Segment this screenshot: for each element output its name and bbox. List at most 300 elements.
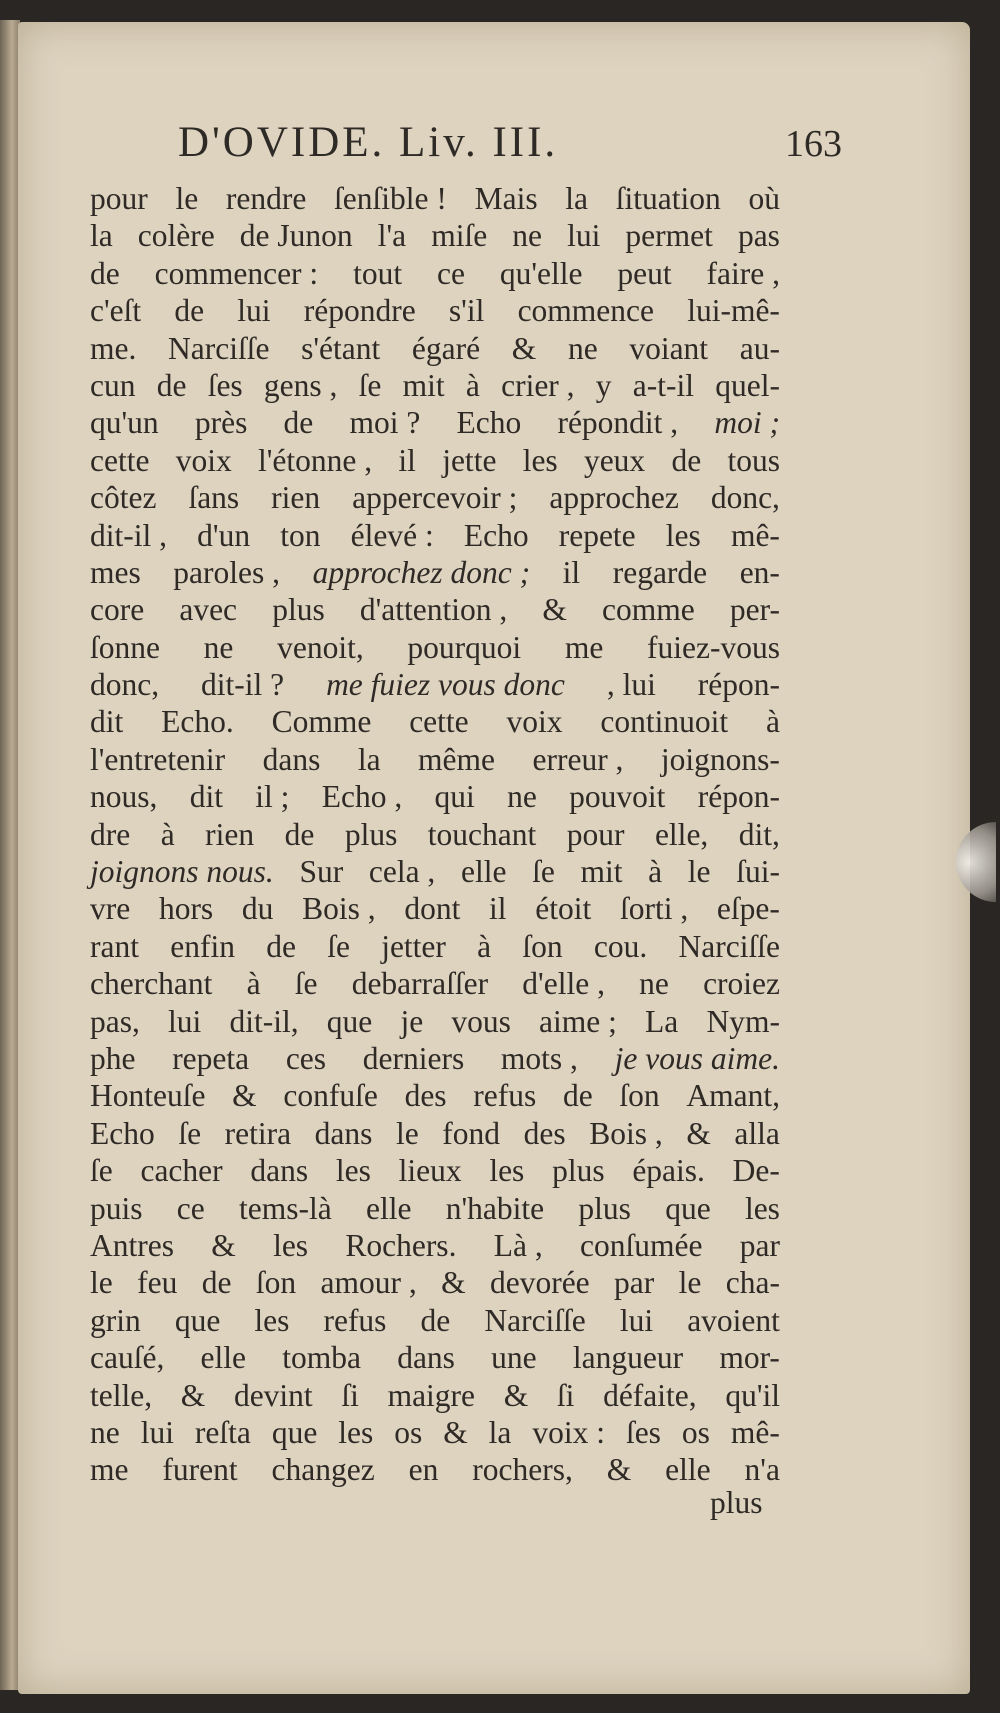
word: qu'il [725, 1377, 780, 1413]
word: De- [732, 1153, 780, 1189]
word: en- [739, 554, 780, 590]
word: élevé : [350, 517, 434, 553]
word: ſes [625, 1414, 661, 1450]
word: des [523, 1115, 566, 1151]
word: Narciſſe [678, 928, 780, 964]
word: Narciſſe [484, 1302, 586, 1338]
word: de [156, 367, 187, 403]
word: Echo. [161, 704, 234, 740]
word: regarde [612, 554, 708, 590]
word: cauſé, [90, 1340, 165, 1376]
word: Mais [474, 181, 538, 216]
word: dit [189, 779, 223, 815]
word: la [90, 218, 113, 254]
word: y [595, 367, 612, 403]
italic-word: joignons nous. [90, 854, 274, 890]
word: feu [137, 1265, 178, 1301]
word: répondit , [557, 405, 679, 441]
word: dans [397, 1340, 455, 1376]
text-line [90, 1040, 780, 1077]
word: donc, [90, 667, 160, 703]
word: donc, [710, 480, 780, 516]
word: où [748, 181, 780, 216]
word: La [645, 1003, 679, 1039]
word: les [522, 442, 558, 478]
text-line [90, 890, 780, 927]
word: rant [90, 928, 139, 964]
text-line [90, 1190, 780, 1227]
word: eſpe- [716, 891, 780, 927]
text-line [90, 180, 780, 217]
word: alla [734, 1115, 780, 1151]
word: lui [619, 1302, 654, 1338]
word: s'il [448, 293, 485, 329]
word: & [511, 330, 537, 366]
word: moi ? [349, 405, 421, 441]
word: reſta [194, 1414, 251, 1450]
word: mots , [500, 1040, 578, 1076]
word: d'un [197, 517, 251, 553]
word: dit-il, [229, 1003, 299, 1039]
word: Rochers. [345, 1227, 457, 1263]
word: Comme [271, 704, 372, 740]
word: & [503, 1377, 529, 1413]
word: que [665, 1190, 711, 1226]
word: côtez [90, 480, 157, 516]
word: de Junon [239, 218, 353, 254]
word: & [211, 1227, 236, 1263]
word: lui [567, 218, 601, 254]
word: le [687, 854, 711, 890]
word: ſe [327, 928, 350, 964]
word: de [284, 816, 315, 852]
text-line [90, 816, 780, 853]
word: tout [353, 255, 403, 291]
word: les [273, 1227, 309, 1263]
word: devint [233, 1377, 313, 1413]
word: mes [90, 554, 141, 590]
word: refus [323, 1302, 387, 1338]
word: ſans [188, 480, 240, 516]
text-line [90, 853, 780, 890]
word: cela , [368, 854, 436, 890]
word: mor- [719, 1340, 780, 1376]
word: l'étonne , [258, 442, 373, 478]
word: changez [271, 1452, 375, 1488]
word: par [614, 1265, 655, 1301]
word: fuiez-vous [647, 629, 780, 665]
word: nous, [90, 779, 158, 815]
word: ſe [90, 1153, 113, 1189]
text-line [90, 255, 780, 292]
word: vre [90, 891, 131, 927]
word: mit [402, 367, 445, 403]
text-line [90, 1377, 780, 1414]
word: plus [272, 592, 325, 628]
word: ne [567, 330, 598, 366]
word: pourquoi [407, 629, 522, 665]
word: n'a [744, 1452, 780, 1488]
word: touchant [427, 816, 537, 852]
word: il [489, 891, 507, 927]
word: me. [90, 330, 137, 366]
word: n'habite [445, 1190, 545, 1226]
word: qui [434, 779, 475, 815]
word: près [194, 405, 248, 441]
word: cha- [725, 1265, 780, 1301]
word: os [681, 1414, 710, 1450]
word: langueur [572, 1340, 684, 1376]
text-line [90, 928, 780, 965]
text-line [90, 1003, 780, 1040]
text-line [90, 554, 780, 591]
word: dans [314, 1115, 373, 1151]
word: yeux [583, 442, 646, 478]
word: appercevoir ; [352, 480, 518, 516]
word: cun [90, 367, 136, 403]
italic-word: je vous aime. [614, 1040, 780, 1076]
word: colère [137, 218, 215, 254]
word: épais. [632, 1153, 705, 1189]
word: elle [366, 1190, 412, 1226]
italic-word: me fuiez vous donc [326, 667, 565, 703]
word: le [678, 1265, 702, 1301]
word: mê- [730, 1414, 780, 1450]
word: ſes [207, 367, 243, 403]
word: de [283, 405, 314, 441]
text-line [90, 741, 780, 778]
word: Antres [90, 1227, 174, 1263]
word: plus [552, 1153, 605, 1189]
word: repeta [172, 1040, 250, 1076]
word: de [266, 928, 296, 964]
italic-word: approchez donc ; [312, 554, 531, 590]
word: commence [517, 293, 654, 329]
word: cherchant [90, 966, 213, 1002]
word: Narciſſe [168, 330, 270, 366]
word: ne [203, 629, 234, 665]
word: rendre [225, 181, 307, 216]
word: les [335, 1153, 371, 1189]
word: gens , [263, 367, 338, 403]
word: voix [175, 442, 232, 478]
word: ſon [522, 928, 563, 964]
word: je [400, 1003, 424, 1039]
word: ne [639, 966, 669, 1002]
text-line [90, 1077, 780, 1114]
text-line [90, 517, 780, 554]
word: tems-là [239, 1190, 332, 1226]
word: comme [602, 592, 695, 628]
word: la [357, 741, 381, 777]
word: lui [168, 1003, 202, 1039]
word: Echo [463, 517, 529, 553]
word: rien [271, 480, 321, 516]
page-number: 163 [785, 123, 842, 165]
text-line [90, 1115, 780, 1152]
word: pouvoit [569, 779, 666, 815]
word: ce [436, 255, 465, 291]
word: lui [140, 1414, 174, 1450]
word: à [648, 854, 663, 890]
word: commencer : [154, 255, 319, 291]
word: continuoit [600, 704, 729, 740]
facing-page-edge [0, 20, 20, 1690]
word: ne [507, 779, 537, 815]
text-line [90, 292, 780, 329]
word: fond [442, 1115, 501, 1151]
word: os [394, 1414, 423, 1450]
word: de [671, 442, 702, 478]
word: à [465, 367, 480, 403]
text-line [90, 217, 780, 254]
text-line [90, 479, 780, 516]
word: que [174, 1302, 221, 1338]
word: cacher [140, 1153, 223, 1189]
text-line [90, 367, 780, 404]
word: dit-il , [90, 517, 167, 553]
word: ne [90, 1414, 120, 1450]
word: la [488, 1414, 512, 1450]
word: répon- [697, 779, 780, 815]
word: les [338, 1414, 374, 1450]
word: la [565, 181, 589, 216]
word: dans [262, 741, 321, 777]
word: & [542, 592, 567, 628]
word: du [241, 891, 274, 927]
word: confuſe [283, 1078, 378, 1114]
word: dre [90, 816, 131, 852]
word: qu'un [90, 405, 159, 441]
word: même [418, 741, 496, 777]
word: joignons- [660, 741, 780, 777]
word: plus [344, 816, 398, 852]
word: d'attention , [359, 592, 508, 628]
word: cette [409, 704, 469, 740]
word: & [443, 1414, 468, 1450]
word: Amant, [686, 1078, 780, 1114]
word: à [160, 816, 175, 852]
word: de [562, 1078, 593, 1114]
word: ton [280, 517, 321, 553]
text-line [90, 1227, 780, 1264]
word: pour [90, 181, 148, 216]
word: par [739, 1227, 780, 1263]
word: ſonne [90, 629, 160, 665]
text-line [90, 591, 780, 628]
word: dans [250, 1153, 309, 1189]
word: lui-mê- [687, 293, 780, 329]
word: maigre [387, 1377, 476, 1413]
body-text [90, 180, 780, 1489]
word: les [744, 1190, 780, 1226]
word: devorée [489, 1265, 590, 1301]
word: paroles , [173, 554, 281, 590]
word: phe [90, 1040, 136, 1076]
word: ſenſible ! [334, 181, 447, 216]
word: Echo [456, 405, 522, 441]
word: défaite, [603, 1377, 697, 1413]
text-line [90, 629, 780, 666]
word: approchez [549, 480, 679, 516]
word: dit [90, 704, 124, 740]
text-line [90, 1152, 780, 1189]
word: repete [558, 517, 636, 553]
word: dont [404, 891, 461, 927]
italic-word: moi ; [714, 405, 780, 441]
word: Echo [90, 1115, 155, 1151]
word: dit-il ? [201, 667, 285, 703]
word: le [395, 1115, 419, 1151]
word: erreur , [532, 741, 624, 777]
word: , lui [606, 667, 656, 703]
word: le [90, 1265, 113, 1301]
word: ne [512, 218, 543, 254]
text-line [90, 965, 780, 1002]
word: rochers, [472, 1452, 573, 1488]
word: ſe [358, 367, 382, 403]
word: de [201, 1265, 232, 1301]
word: jette [442, 442, 497, 478]
word: me [90, 1452, 129, 1488]
word: ſi [556, 1377, 575, 1413]
text-line [90, 404, 780, 441]
word: elle [200, 1340, 247, 1376]
word: faire , [706, 255, 780, 291]
word: Nym- [706, 1003, 780, 1039]
word: pas [737, 218, 780, 254]
word: voix [506, 704, 563, 740]
text-line [90, 703, 780, 740]
word: amour , [320, 1265, 417, 1301]
word: de [90, 255, 120, 291]
word: elle, [654, 816, 709, 852]
word: les [254, 1302, 290, 1338]
word: ce [176, 1190, 205, 1226]
word: a-t-il [632, 367, 694, 403]
word: cette [90, 442, 150, 478]
word: des [404, 1078, 447, 1114]
word: il [398, 442, 416, 478]
word: per- [729, 592, 780, 628]
word: mit [580, 854, 623, 890]
word: croiez [703, 966, 780, 1002]
word: à [246, 966, 261, 1002]
word: refus [473, 1078, 537, 1114]
word: pas, [90, 1003, 140, 1039]
word: pour [566, 816, 625, 852]
word: ſui- [736, 854, 780, 890]
text-line [90, 1339, 780, 1376]
word: de [420, 1302, 451, 1338]
word: rien [205, 816, 255, 852]
word: à [766, 704, 780, 740]
word: & [180, 1377, 206, 1413]
word: tous [727, 442, 780, 478]
word: derniers [362, 1040, 465, 1076]
catchword: plus [710, 1485, 763, 1520]
text-line [90, 778, 780, 815]
word: l'a [377, 218, 407, 254]
word: venoit, [277, 629, 364, 665]
word: lui [237, 293, 271, 329]
word: core [90, 592, 145, 628]
word: ſituation [615, 181, 721, 216]
word: telle, [90, 1377, 153, 1413]
word: lieux [398, 1153, 462, 1189]
word: que [326, 1003, 373, 1039]
word: quel- [715, 367, 780, 403]
text-line [90, 1451, 780, 1488]
word: répon- [697, 667, 780, 703]
word: ſorti , [619, 891, 689, 927]
word: l'entretenir [90, 741, 226, 777]
word: & [606, 1452, 632, 1488]
word: & [232, 1078, 257, 1114]
running-header [178, 118, 798, 178]
word: elle [665, 1452, 711, 1488]
word: furent [162, 1452, 238, 1488]
word: ſe [178, 1115, 202, 1151]
text-line [90, 1264, 780, 1301]
word: tomba [282, 1340, 361, 1376]
word: qu'elle [499, 255, 583, 291]
text-line [90, 330, 780, 367]
word: Bois , [589, 1115, 663, 1151]
word: le [175, 181, 199, 216]
word: c'eſt [90, 293, 142, 329]
word: conſumée [580, 1227, 703, 1263]
word: ſe [294, 966, 318, 1002]
word: me [564, 629, 604, 665]
word: répondre [303, 293, 416, 329]
word: ſon [255, 1265, 297, 1301]
word: enfin [170, 928, 235, 964]
text-line [90, 1414, 780, 1451]
word: Sur [299, 854, 344, 890]
word: d'elle , [522, 966, 605, 1002]
word: mê- [730, 517, 780, 553]
word: ces [285, 1040, 327, 1076]
word: permet [625, 218, 713, 254]
word: voiant [629, 330, 709, 366]
word: étoit [535, 891, 592, 927]
word: avec [179, 592, 238, 628]
word: en [408, 1452, 439, 1488]
word: Echo , [321, 779, 403, 815]
word: une [491, 1340, 537, 1376]
word: debarraſſer [351, 966, 489, 1002]
word: Là , [493, 1227, 543, 1263]
word: au- [739, 330, 780, 366]
word: avoient [687, 1302, 780, 1338]
word: jetter [381, 928, 446, 964]
word: dit, [738, 816, 780, 852]
word: retira [224, 1115, 292, 1151]
text-line [90, 442, 780, 479]
word: plus [578, 1190, 631, 1226]
word: Honteuſe [90, 1078, 206, 1114]
word: voix : [532, 1414, 605, 1450]
word: il ; [255, 779, 290, 815]
word: les [665, 517, 701, 553]
word: & [686, 1115, 711, 1151]
running-title: D'OVIDE. Liv. III. [178, 119, 559, 166]
word: hors [158, 891, 214, 927]
word: il [562, 554, 581, 590]
word: les [489, 1153, 525, 1189]
word: vous [451, 1003, 511, 1039]
